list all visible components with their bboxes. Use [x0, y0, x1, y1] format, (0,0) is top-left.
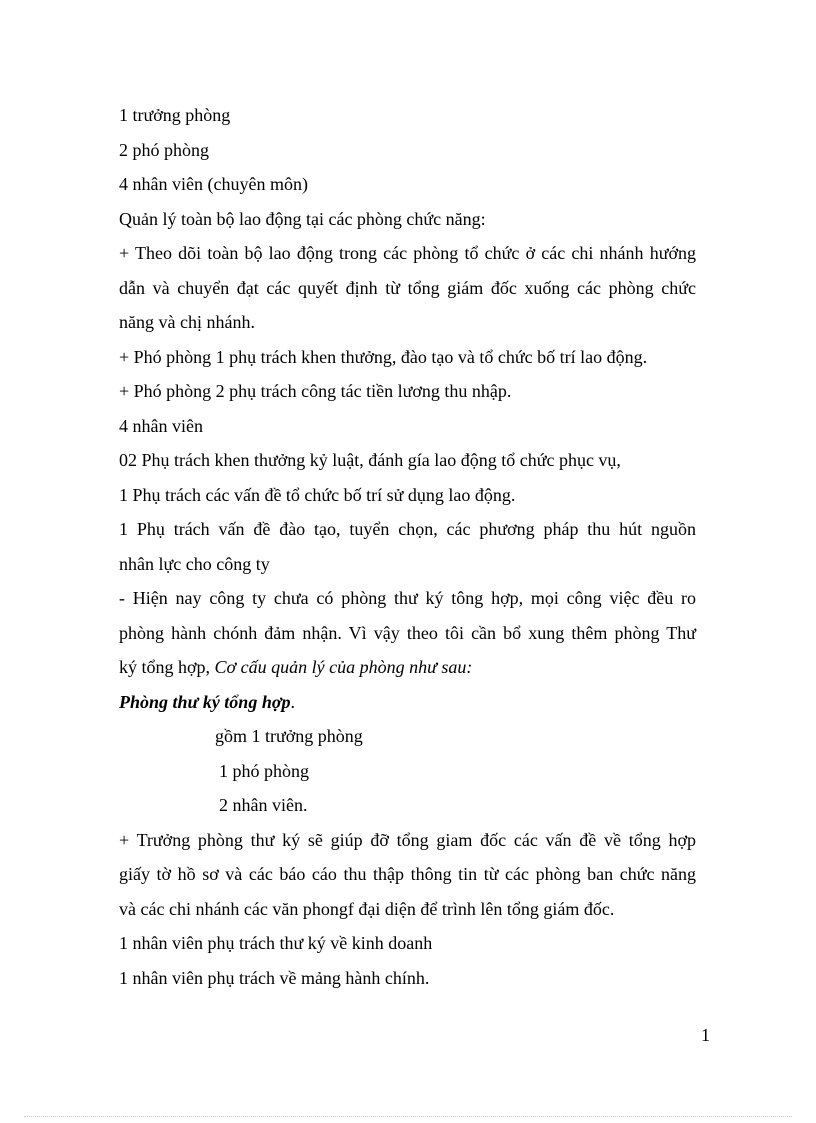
text-line: 2 nhân viên.: [219, 795, 308, 815]
text-line: 4 nhân viên: [119, 415, 203, 436]
text-line: 1 trưởng phòng: [119, 105, 231, 125]
section-heading-line: [119, 689, 696, 724]
italic-text-run: Cơ cấu quản lý của phòng như sau:: [214, 657, 473, 677]
document-body: [119, 102, 696, 999]
text-line: 1 nhân viên phụ trách về mảng hành chính.: [119, 967, 430, 988]
page-number: 1: [701, 1025, 710, 1045]
text-line: 1 phó phòng: [219, 760, 309, 781]
text-run: ký tổng hợp,: [119, 657, 215, 677]
text-line: + Theo dõi toàn bộ lao động trong các phòng tổ chức ở các chi nhánh hướng: [119, 243, 696, 263]
text-line: + Trưởng phòng thư ký sẽ giúp đỡ tổng giam đốc các vấn đề về tổng hợp: [119, 829, 696, 850]
text-line: và các chi nhánh các văn phongf đại diện để trình lên tổng giám đốc.: [119, 898, 615, 919]
text-line: nhân lực cho công ty: [119, 553, 270, 574]
text-line-mixed: [119, 654, 696, 689]
text-line: dẫn và chuyển đạt các quyết định từ tổng giám đốc xuống các phòng chức: [119, 277, 696, 298]
text-line: 1 Phụ trách các vấn đề tổ chức bố trí sử dụng lao động.: [119, 484, 516, 505]
text-line: Quản lý toàn bộ lao động tại các phòng chức năng:: [119, 208, 486, 229]
text-line: năng và chị nhánh.: [119, 312, 255, 332]
text-line: 02 Phụ trách khen thưởng kỷ luật, đánh gía lao động tổ chức phục vụ,: [119, 450, 621, 470]
text-line: 4 nhân viên (chuyên môn): [119, 174, 308, 194]
text-line: giấy tờ hồ sơ và các báo cáo thu thập thông tin từ các phòng ban chức năng: [119, 864, 696, 884]
text-line: gồm 1 trưởng phòng: [215, 726, 363, 746]
heading-period: .: [290, 691, 295, 712]
text-line: 1 Phụ trách vấn đề đào tạo, tuyển chọn, các phương pháp thu hút nguồn: [119, 519, 696, 539]
text-line: - Hiện nay công ty chưa có phòng thư ký tông hợp, mọi công việc đều ro: [119, 588, 696, 608]
page-divider: [24, 1116, 792, 1117]
text-line: 2 phó phòng: [119, 139, 209, 160]
text-line: 1 nhân viên phụ trách thư ký về kinh doanh: [119, 933, 433, 953]
section-heading: Phòng thư ký tổng hợp: [119, 691, 291, 712]
text-line: phòng hành chónh đảm nhận. Vì vậy theo tôi cần bổ xung thêm phòng Thư: [119, 622, 696, 643]
text-line: + Phó phòng 2 phụ trách công tác tiền lương thu nhập.: [119, 381, 512, 401]
text-line: + Phó phòng 1 phụ trách khen thưởng, đào tạo và tổ chức bố trí lao động.: [119, 346, 648, 367]
